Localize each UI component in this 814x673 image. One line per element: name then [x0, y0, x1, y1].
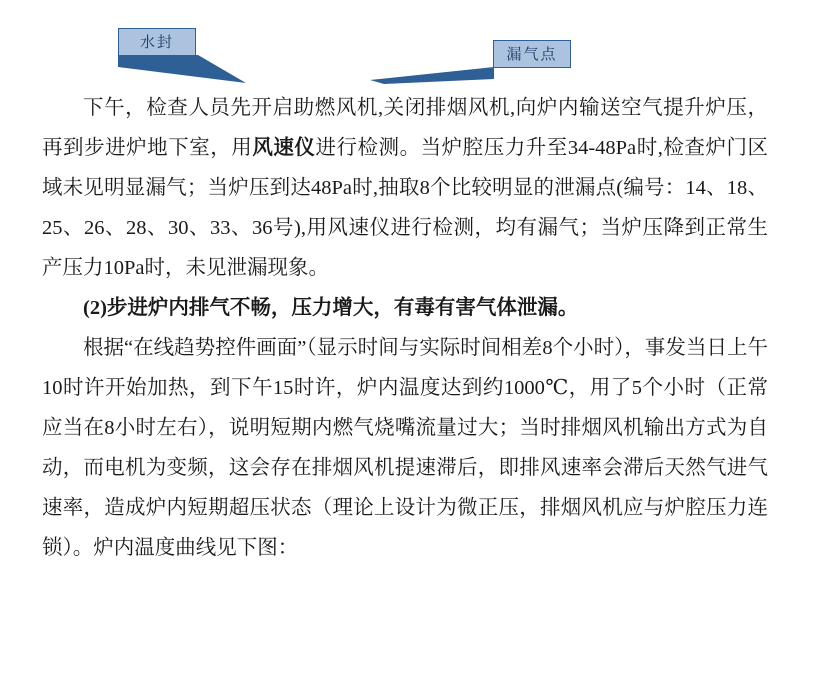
callout-leak-point: [493, 40, 571, 68]
section-heading-2: (2)步进炉内排气不畅，压力增大，有毒有害气体泄漏。: [83, 297, 579, 319]
callout-water-seal-label: 水封: [118, 28, 196, 56]
paragraph-inspection-text-2: 进行检测。当炉腔压力升至34-48Pa时,检查炉门区域未见明显漏气；当炉压到达48Pa时,抽取8个比较明显的泄漏点(编号：14、18、25、26、28、30、33、36号),用风速仪进行检测，均有漏气；当炉压降到正常生产压力10Pa时，未见泄漏现象。: [42, 137, 769, 279]
paragraph-inspection-text-1: 下午，检查人员先开启助燃风机,关闭排烟风机,向炉内输送空气提升炉压，再到步进炉地下室，用: [42, 97, 768, 159]
paragraph-inspection: [42, 88, 768, 288]
paragraph-inspection-emphasis: 风速仪: [252, 137, 316, 159]
callout-leak-point-label: 漏气点: [493, 40, 571, 68]
paragraph-temperature-curve: 根据“在线趋势控件画面”（显示时间与实际时间相差8个小时），事发当日上午10时许开始加热，到下午15时许，炉内温度达到约1000℃，用了5个小时（正常应当在8小时左右），说明短期内燃气烧嘴流量过大；当时排烟风机输出方式为自动，而电机为变频，这会存在排烟风机提速滞后，即排风速率会滞后天然气进气速率，造成炉内短期超压状态（理论上设计为微正压，排烟风机应与炉腔压力连锁）。炉内温度曲线见下图：: [42, 337, 768, 559]
callout-water-seal-pointer: [118, 55, 258, 90]
diagram-callouts: [0, 0, 814, 88]
callout-water-seal: [118, 28, 196, 56]
callout-leak-point-pointer: [370, 67, 510, 89]
document-body: [0, 88, 814, 568]
